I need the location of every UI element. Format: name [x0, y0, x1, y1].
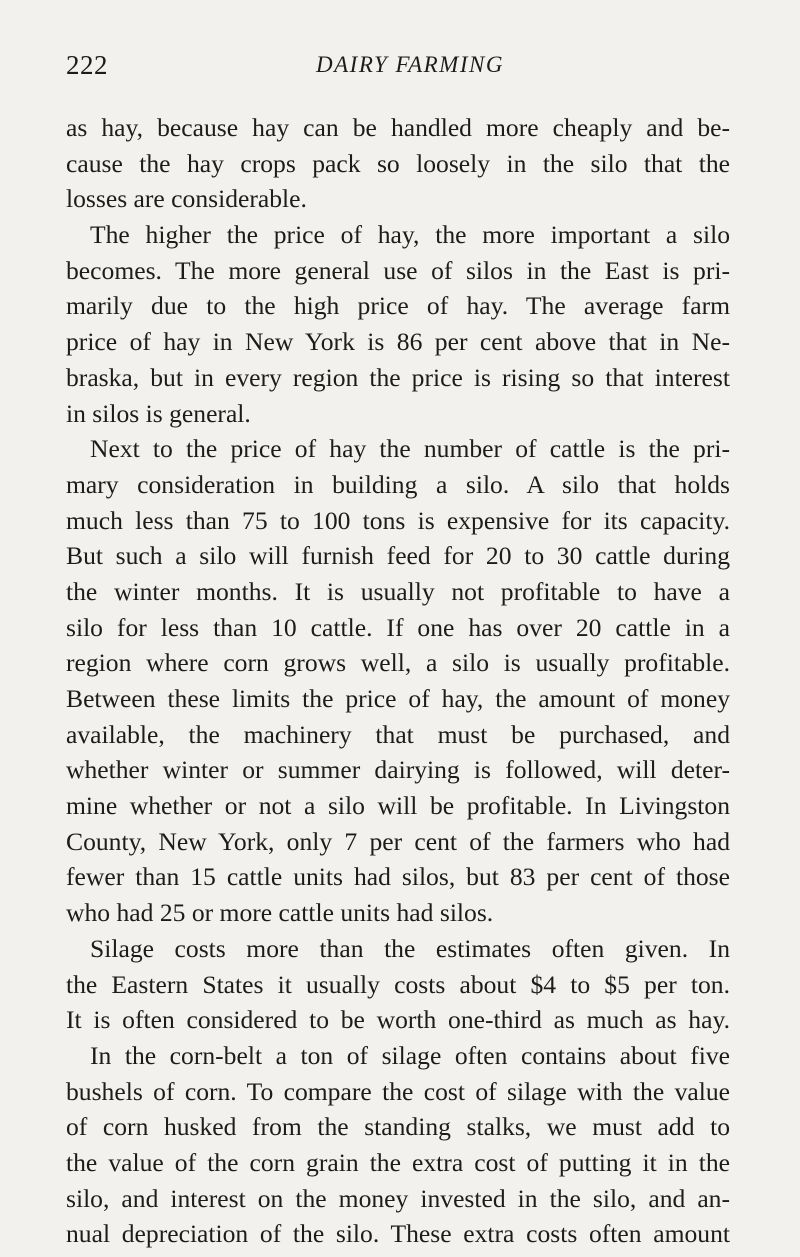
text-line: silo for less than 10 cattle. If one has over 20 cattle in a	[66, 612, 730, 642]
text-line: Silage costs more than the estimates often given. In	[90, 933, 730, 963]
text-line: in silos is general.	[66, 398, 251, 428]
text-line: the value of the corn grain the extra cost of putting it in the	[66, 1147, 730, 1177]
text-line: cause the hay crops pack so loosely in the silo that the	[66, 148, 730, 178]
text-line: much less than 75 to 100 tons is expensive for its capacity.	[66, 505, 730, 535]
text-line: Between these limits the price of hay, the amount of money	[66, 684, 730, 713]
text-line: mine whether or not a silo will be profitable. In Livingston	[66, 791, 730, 821]
text-line: But such a silo will furnish feed for 20 to 30 cattle during	[66, 541, 730, 571]
text-line: region where corn grows well, a silo is usually profitable.	[66, 648, 730, 678]
text-line: who had 25 or more cattle units had silos.	[66, 898, 494, 928]
running-title: DAIRY FARMING	[316, 52, 504, 77]
text-line: price of hay in New York is 86 per cent above that in Ne-	[66, 327, 730, 357]
text-line: whether winter or summer dairying is followed, will deter-	[66, 755, 730, 785]
text-line: available, the machinery that must be purchased, and	[66, 719, 730, 749]
text-line: bushels of corn. To compare the cost of silage with the value	[66, 1076, 730, 1106]
text-line: as hay, because hay can be handled more cheaply and be-	[66, 113, 730, 142]
text-line: losses are considerable.	[66, 184, 307, 214]
text-line: the winter months. It is usually not profitable to have a	[66, 576, 730, 606]
text-line: fewer than 15 cattle units had silos, but 83 per cent of those	[66, 862, 730, 892]
page-number: 222	[66, 50, 108, 80]
text-line: of corn husked from the standing stalks, we must add to	[66, 1112, 730, 1142]
text-line: nual depreciation of the silo. These extra costs often amount	[66, 1219, 730, 1249]
text-line: mary consideration in building a silo. A silo that holds	[66, 469, 730, 499]
running-head	[66, 50, 726, 90]
text-line: County, New York, only 7 per cent of the farmers who had	[66, 826, 730, 856]
text-line: marily due to the high price of hay. The average farm	[66, 291, 730, 321]
text-line: It is often considered to be worth one-third as much as hay.	[66, 1005, 730, 1035]
text-line: the Eastern States it usually costs about $4 to $5 per ton.	[66, 969, 730, 999]
text-line: silo, and interest on the money invested in the silo, and an-	[66, 1183, 730, 1213]
text-line: Next to the price of hay the number of cattle is the pri-	[90, 434, 730, 464]
text-line: braska, but in every region the price is rising so that interest	[66, 362, 730, 392]
body-text	[66, 110, 730, 1252]
text-line: becomes. The more general use of silos in the East is pri-	[66, 255, 730, 285]
text-line: In the corn-belt a ton of silage often contains about five	[90, 1040, 730, 1070]
text-line: The higher the price of hay, the more important a silo	[90, 220, 730, 250]
